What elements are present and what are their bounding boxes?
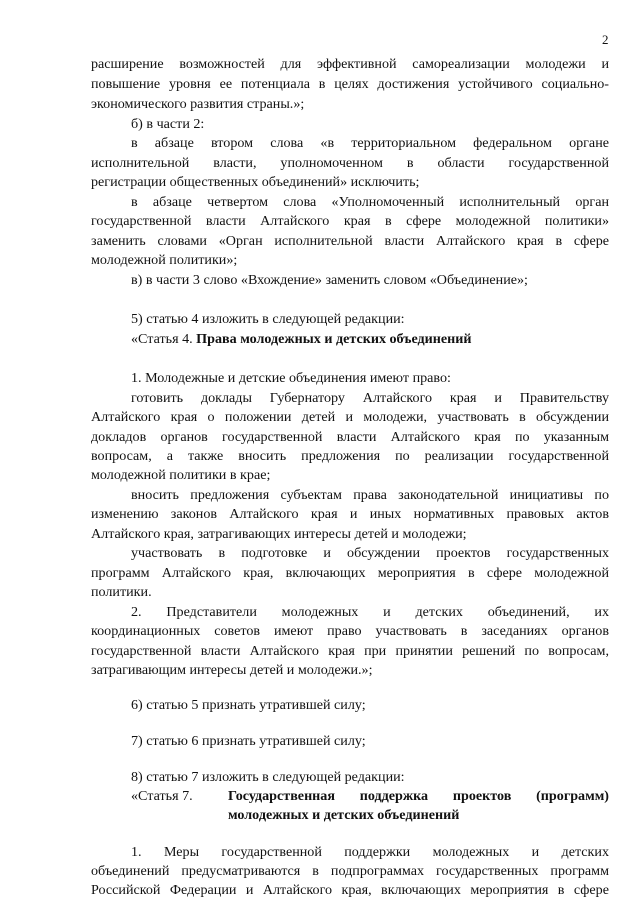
text-line: повышение уровня ее потенциала в целях достижения устойчивого социально- [91, 76, 609, 92]
text-line: 1. Молодежные и детские объединения имеют право: [131, 370, 451, 386]
text-line: вопросам, а также вносить предложения по реализации государственной [91, 448, 609, 464]
text-line: расширение возможностей для эффективной самореализации молодежи и [91, 56, 609, 72]
text-line: Алтайского края, затрагивающих интересы детей и молодежи; [91, 526, 467, 542]
text-line: государственной власти Алтайского края в сфере молодежной политики» [91, 213, 609, 229]
text-line: молодежной политики»; [91, 252, 238, 268]
text-line: 5) статью 4 изложить в следующей редакции: [131, 311, 405, 327]
text-line: 8) статью 7 изложить в следующей редакции: [131, 769, 405, 785]
text-line: б) в части 2: [131, 116, 205, 132]
text-line: 1. Меры государственной поддержки молодежных и детских [131, 844, 609, 860]
text-line: 6) статью 5 признать утратившей силу; [131, 697, 366, 713]
article-7-title-line-1: Государственная поддержка проектов (программ) [228, 788, 609, 804]
text-line: политики. [91, 584, 152, 600]
text-line: регистрации общественных объединений» исключить; [91, 174, 420, 190]
text-line: докладов органов государственной власти Алтайского края по указанным [91, 429, 609, 445]
text-line: в абзаце втором слова «в территориальном федеральном органе [131, 135, 609, 151]
text-line: изменению законов Алтайского края и иных нормативных правовых актов [91, 506, 609, 522]
text-line: 7) статью 6 признать утратившей силу; [131, 733, 366, 749]
text-line: программ Алтайского края, включающих мероприятия в сфере молодежной [91, 565, 609, 581]
article-7-title-line-2: молодежных и детских объединений [228, 807, 460, 823]
text-line: объединений предусматриваются в подпрограммах государственных программ [91, 863, 609, 879]
text-line: в абзаце четвертом слова «Уполномоченный исполнительный орган [131, 194, 609, 210]
text-line: экономического развития страны.»; [91, 96, 305, 112]
text-line: Российской Федерации и Алтайского края, включающих мероприятия в сфере [91, 882, 609, 898]
article-4-heading [131, 330, 609, 350]
text-line: готовить доклады Губернатору Алтайского края и Правительству [131, 390, 609, 406]
text-line: заменить словами «Орган исполнительной власти Алтайского края в сфере [91, 233, 609, 249]
text-line: в) в части 3 слово «Вхождение» заменить словом «Объединение»; [131, 272, 528, 288]
text-line: вносить предложения субъектам права законодательной инициативы по [131, 487, 609, 503]
article-7-label: «Статья 7. [131, 788, 193, 804]
text-line: Алтайского края о положении детей и молодежи, участвовать в обсуждении [91, 409, 609, 425]
text-line: исполнительной власти, уполномоченном в области государственной [91, 155, 609, 171]
text-line: 2. Представители молодежных и детских объединений, их [131, 604, 609, 620]
page-number: 2 [602, 32, 609, 47]
article-label: «Статья 4. [131, 331, 197, 347]
text-line: государственной власти Алтайского края при принятии решений по вопросам, [91, 643, 609, 659]
text-line: координационных советов имеют право участвовать в заседаниях органов [91, 623, 609, 639]
text-line: участвовать в подготовке и обсуждении проектов государственных [131, 545, 609, 561]
article-title: Права молодежных и детских объединений [196, 331, 472, 347]
text-line: молодежной политики в крае; [91, 467, 271, 483]
text-line: затрагивающим интересы детей и молодежи.»; [91, 662, 373, 678]
